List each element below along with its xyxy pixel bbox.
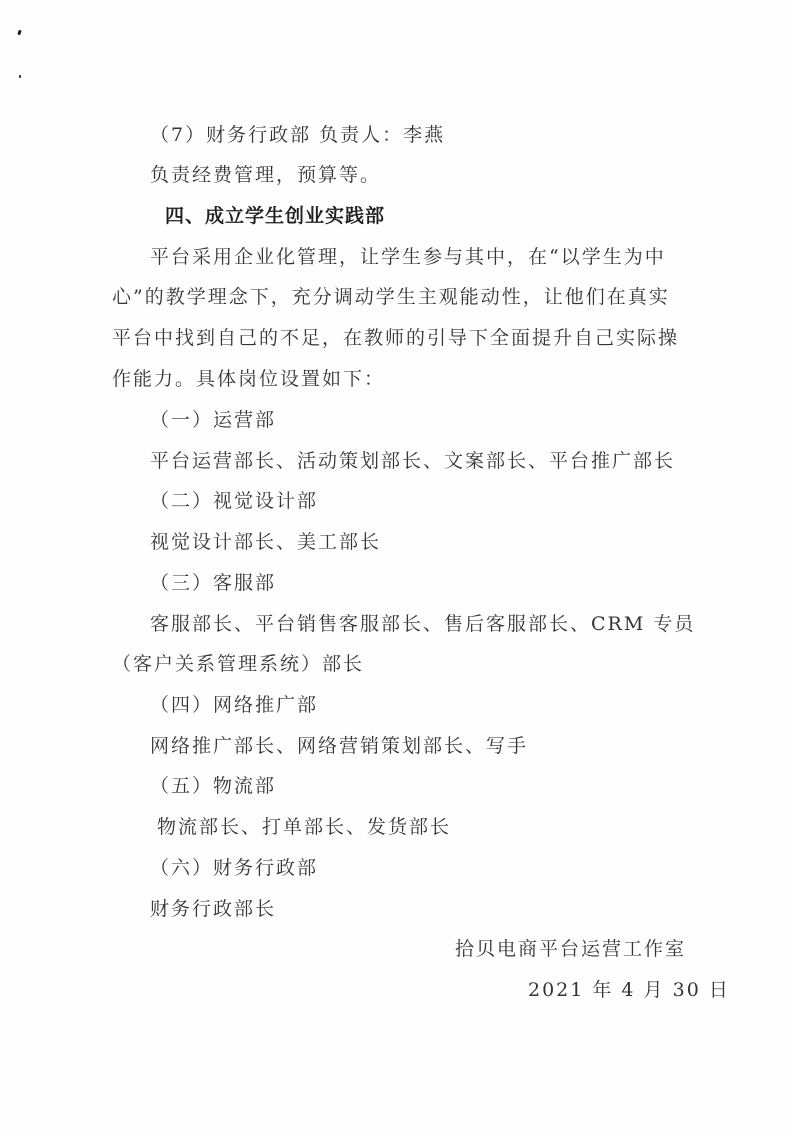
department-heading: （一）运营部: [150, 409, 277, 431]
department-roles: 视觉设计部长、美工部长: [150, 531, 382, 553]
paragraph-text: 作能力。具体岗位设置如下：: [112, 368, 386, 390]
signature-date: 2021 年 4 月 30 日: [528, 979, 730, 1001]
department-heading: （二）视觉设计部: [150, 490, 319, 512]
department-roles: 客服部长、平台销售客服部长、售后客服部长、CRM 专员: [150, 613, 696, 635]
signature-organization: 拾贝电商平台运营工作室: [455, 938, 687, 960]
section-item-finance-admin: （7）财务行政部 负责人：李燕: [150, 124, 446, 146]
department-heading: （三）客服部: [150, 572, 277, 594]
paragraph-text: 心”的教学理念下，充分调动学生主观能动性，让他们在真实: [112, 286, 670, 308]
department-heading: （六）财务行政部: [150, 857, 319, 879]
department-roles: 网络推广部长、网络营销策划部长、写手: [150, 735, 529, 757]
department-heading: （四）网络推广部: [150, 694, 319, 716]
department-roles: 财务行政部长: [150, 898, 277, 920]
department-roles: 物流部长、打单部长、发货部长: [157, 816, 452, 838]
paragraph-text: 平台采用企业化管理，让学生参与其中，在“以学生为中: [150, 246, 666, 268]
department-roles: 平台运营部长、活动策划部长、文案部长、平台推广部长: [150, 450, 676, 472]
paragraph-text: 平台中找到自己的不足，在教师的引导下全面提升自己实际操: [112, 327, 680, 349]
department-roles: （客户关系管理系统）部长: [112, 653, 365, 675]
section-heading: 四、成立学生创业实践部: [165, 205, 386, 227]
scan-mark: [19, 75, 21, 78]
scan-mark: [17, 30, 22, 36]
department-heading: （五）物流部: [150, 775, 277, 797]
paragraph-text: 负责经费管理，预算等。: [150, 164, 382, 186]
